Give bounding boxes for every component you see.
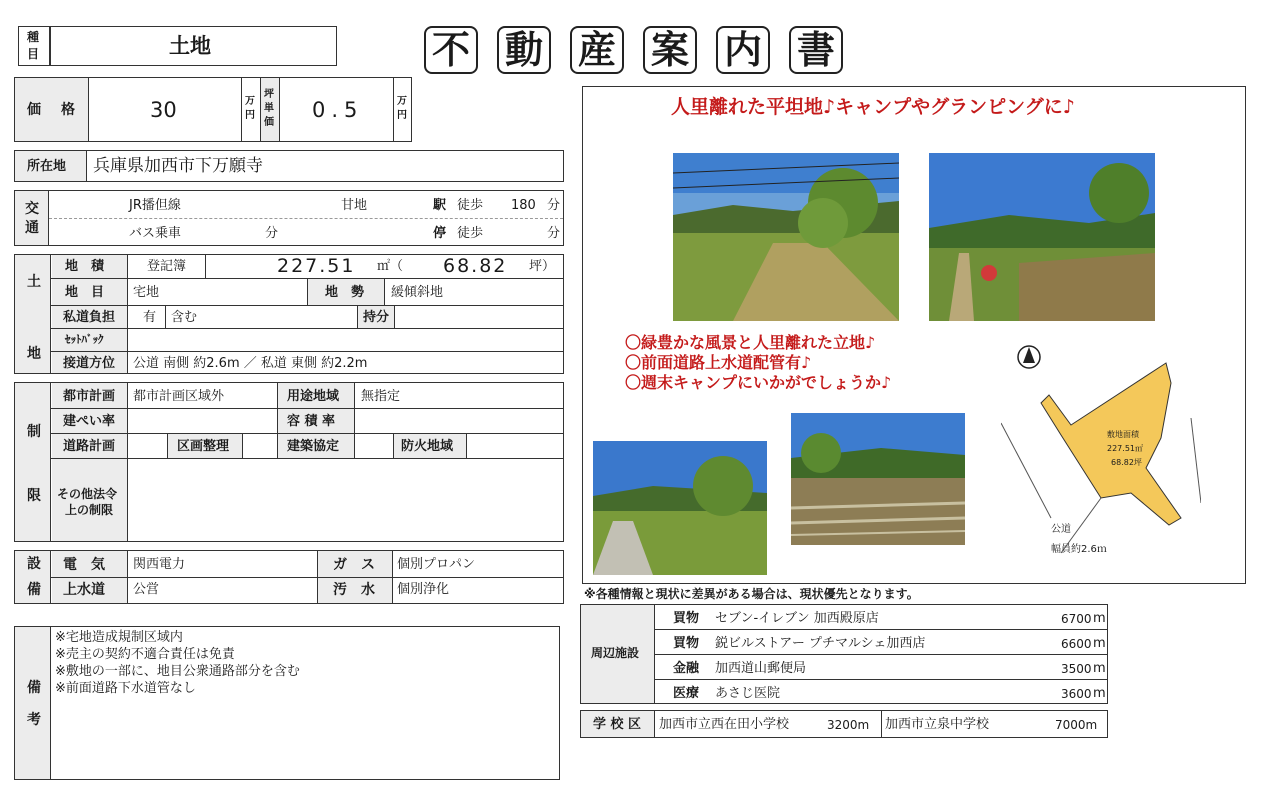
price-label-1: 価 (27, 102, 41, 118)
station-name: 甘地 (341, 198, 368, 213)
minutes-label-2: 分 (547, 226, 561, 241)
remark-line: ※宅地造成規制区域内 (55, 630, 183, 645)
restrictions-side-2: 限 (27, 488, 41, 504)
coverage-label: 建ぺい率 (63, 414, 116, 429)
promo-panel (582, 86, 1246, 584)
type-value: 土地 (169, 34, 211, 58)
title-char: 動 (497, 26, 551, 74)
type-label-bottom: 目 (27, 47, 40, 61)
school-section (580, 710, 1108, 738)
price-unit-2: 円 (245, 110, 255, 121)
zoning-label: 用途地域 (287, 389, 340, 404)
site-photo-2 (929, 153, 1155, 321)
city-plan-value: 都市計画区域外 (133, 389, 225, 404)
title-char: 内 (716, 26, 770, 74)
road-plan-label: 道路計画 (63, 439, 116, 454)
nearby-name: 鋭ビルストアー プチマルシェ加西店 (715, 636, 926, 651)
junior-school: 加西市立泉中学校 (885, 717, 990, 732)
remarks-side-2: 考 (27, 712, 41, 728)
electric-label: 電 気 (63, 557, 105, 573)
bus-minutes-label: 分 (265, 226, 279, 241)
share-label: 持分 (363, 310, 390, 325)
nearby-distance: 6700 (1061, 612, 1092, 626)
north-arrow-icon (1001, 343, 1201, 563)
tsubo-label-1: 坪 (264, 89, 274, 100)
tsubo-label-3: 価 (264, 117, 274, 128)
remarks-section (14, 626, 560, 780)
title-char: 産 (570, 26, 624, 74)
area-tsubo-unit: 坪） (529, 259, 556, 274)
electric-value: 関西電力 (133, 557, 186, 572)
land-section (14, 254, 564, 374)
junior-distance: 7000m (1055, 718, 1098, 732)
area-tsubo: 68.82 (443, 255, 508, 277)
sewage-label: 汚 水 (333, 582, 375, 598)
area-m2: 227.51 (277, 255, 356, 277)
nearby-unit: m (1093, 686, 1106, 701)
terrain-label: 地 勢 (325, 285, 365, 300)
station-label: 駅 (433, 198, 447, 213)
road-value: 公道 南側 約2.6m ／ 私道 東側 約2.2m (133, 356, 368, 371)
nearby-label: 周辺施設 (591, 646, 640, 660)
site-map (1001, 343, 1201, 563)
price-label-2: 格 (61, 102, 75, 118)
city-plan-label: 都市計画 (63, 389, 116, 404)
site-photo-3 (593, 441, 767, 575)
location-value: 兵庫県加西市下万願寺 (93, 156, 263, 176)
private-road-value: 有 (143, 310, 157, 325)
rail-line: JR播但線 (129, 198, 181, 213)
school-label: 学 校 区 (593, 717, 642, 732)
disclaimer: ※各種情報と現状に差異がある場合は、現状優先となります。 (584, 587, 919, 601)
private-road-label: 私道負担 (63, 310, 116, 325)
far-label: 容 積 率 (287, 414, 336, 429)
transport-label-2: 通 (25, 220, 39, 236)
type-value-box (50, 26, 337, 66)
sewage-value: 個別浄化 (397, 582, 450, 597)
nearby-distance: 6600 (1061, 637, 1092, 651)
title-char: 書 (789, 26, 843, 74)
transport-section (14, 190, 564, 246)
building-agreement-label: 建築協定 (287, 439, 340, 454)
tsubo-label-2: 単 (264, 103, 274, 114)
nearby-name: セブン-イレブン 加西殿原店 (715, 611, 879, 626)
restrictions-section (14, 382, 564, 542)
tsubo-unit-1: 万 (397, 96, 407, 107)
area-m2-unit: ㎡（ (377, 259, 404, 274)
other-label-1: その他法令 (57, 487, 118, 501)
remark-line: ※敷地の一部に、地目公衆通路部分を含む (55, 664, 300, 679)
elementary-school: 加西市立西在田小学校 (659, 717, 790, 732)
price-value: 30 (150, 98, 177, 122)
restrictions-side-1: 制 (27, 424, 41, 440)
road-label: 接道方位 (63, 356, 116, 371)
map-road-width: 幅員約2.6ｍ (1051, 544, 1107, 555)
walk-minutes-1: 180 (511, 198, 536, 213)
nearby-category: 買物 (673, 611, 700, 626)
nearby-distance: 3600 (1061, 687, 1092, 701)
land-side-1: 土 (27, 274, 41, 290)
nearby-category: 金融 (673, 661, 700, 676)
walk-label-1: 徒歩 (457, 198, 484, 213)
nearby-category: 医療 (673, 686, 700, 701)
nearby-name: あさじ医院 (715, 686, 781, 701)
bus-label: バス乗車 (129, 226, 182, 241)
zoning-value: 無指定 (361, 389, 401, 404)
type-label-box (18, 26, 50, 66)
other-label-2: 上の制限 (65, 503, 114, 517)
type-label-top: 種 (27, 30, 40, 44)
fire-zone-label: 防火地域 (401, 439, 454, 454)
nearby-category: 買物 (673, 636, 700, 651)
price-unit-1: 万 (245, 96, 255, 107)
category-value: 宅地 (133, 285, 160, 300)
nearby-unit: m (1093, 661, 1106, 676)
nearby-unit: m (1093, 611, 1106, 626)
remark-line: ※前面道路下水道管なし (55, 681, 196, 696)
gas-label: ガ ス (333, 557, 375, 573)
walk-label-2: 徒歩 (457, 226, 484, 241)
location-label: 所在地 (27, 159, 67, 174)
site-photo-4 (791, 413, 965, 545)
remark-line: ※売主の契約不適合責任は免責 (55, 647, 235, 662)
area-label: 地 積 (65, 259, 105, 274)
map-area-m2: 227.51㎡ (1107, 444, 1143, 453)
private-road-include: 含む (171, 310, 198, 325)
water-label: 上水道 (63, 582, 105, 598)
area-source: 登記簿 (147, 259, 187, 274)
promo-point: 〇緑豊かな風景と人里離れた立地♪ (625, 333, 876, 352)
map-area-tsubo: 68.82坪 (1111, 458, 1142, 467)
setback-label: ｾｯﾄﾊﾞｯｸ (65, 333, 104, 346)
promo-point: 〇週末キャンプにいかがでしょうか♪ (625, 373, 892, 392)
terrain-value: 緩傾斜地 (391, 285, 444, 300)
promo-point: 〇前面道路上水道配管有♪ (625, 353, 812, 372)
tsubo-unit-2: 円 (397, 110, 407, 121)
location-section (14, 150, 564, 182)
nearby-unit: m (1093, 636, 1106, 651)
title-char: 不 (424, 26, 478, 74)
nearby-name: 加西道山郵便局 (715, 661, 807, 676)
minutes-label-1: 分 (547, 198, 561, 213)
water-value: 公営 (133, 582, 160, 597)
map-area-label: 敷地面積 (1107, 430, 1139, 439)
category-label: 地 目 (65, 285, 105, 300)
site-photo-1 (673, 153, 899, 321)
land-readjust-label: 区画整理 (177, 439, 230, 454)
nearby-distance: 3500 (1061, 662, 1092, 676)
transport-label-1: 交 (25, 201, 39, 217)
gas-value: 個別プロパン (397, 557, 476, 572)
stop-label: 停 (433, 226, 447, 241)
tsubo-value: 0.5 (312, 98, 364, 122)
elementary-distance: 3200m (827, 718, 870, 732)
promo-headline: 人里離れた平坦地♪キャンプやグランピングに♪ (671, 96, 1075, 118)
title-char: 案 (643, 26, 697, 74)
facilities-section (14, 550, 564, 604)
land-side-2: 地 (27, 346, 41, 362)
price-section (14, 77, 412, 142)
remarks-side-1: 備 (27, 680, 41, 696)
facilities-side-1: 設 (27, 556, 41, 572)
nearby-section (580, 604, 1108, 704)
facilities-side-2: 備 (27, 582, 41, 598)
map-road-label: 公道 (1051, 524, 1071, 535)
